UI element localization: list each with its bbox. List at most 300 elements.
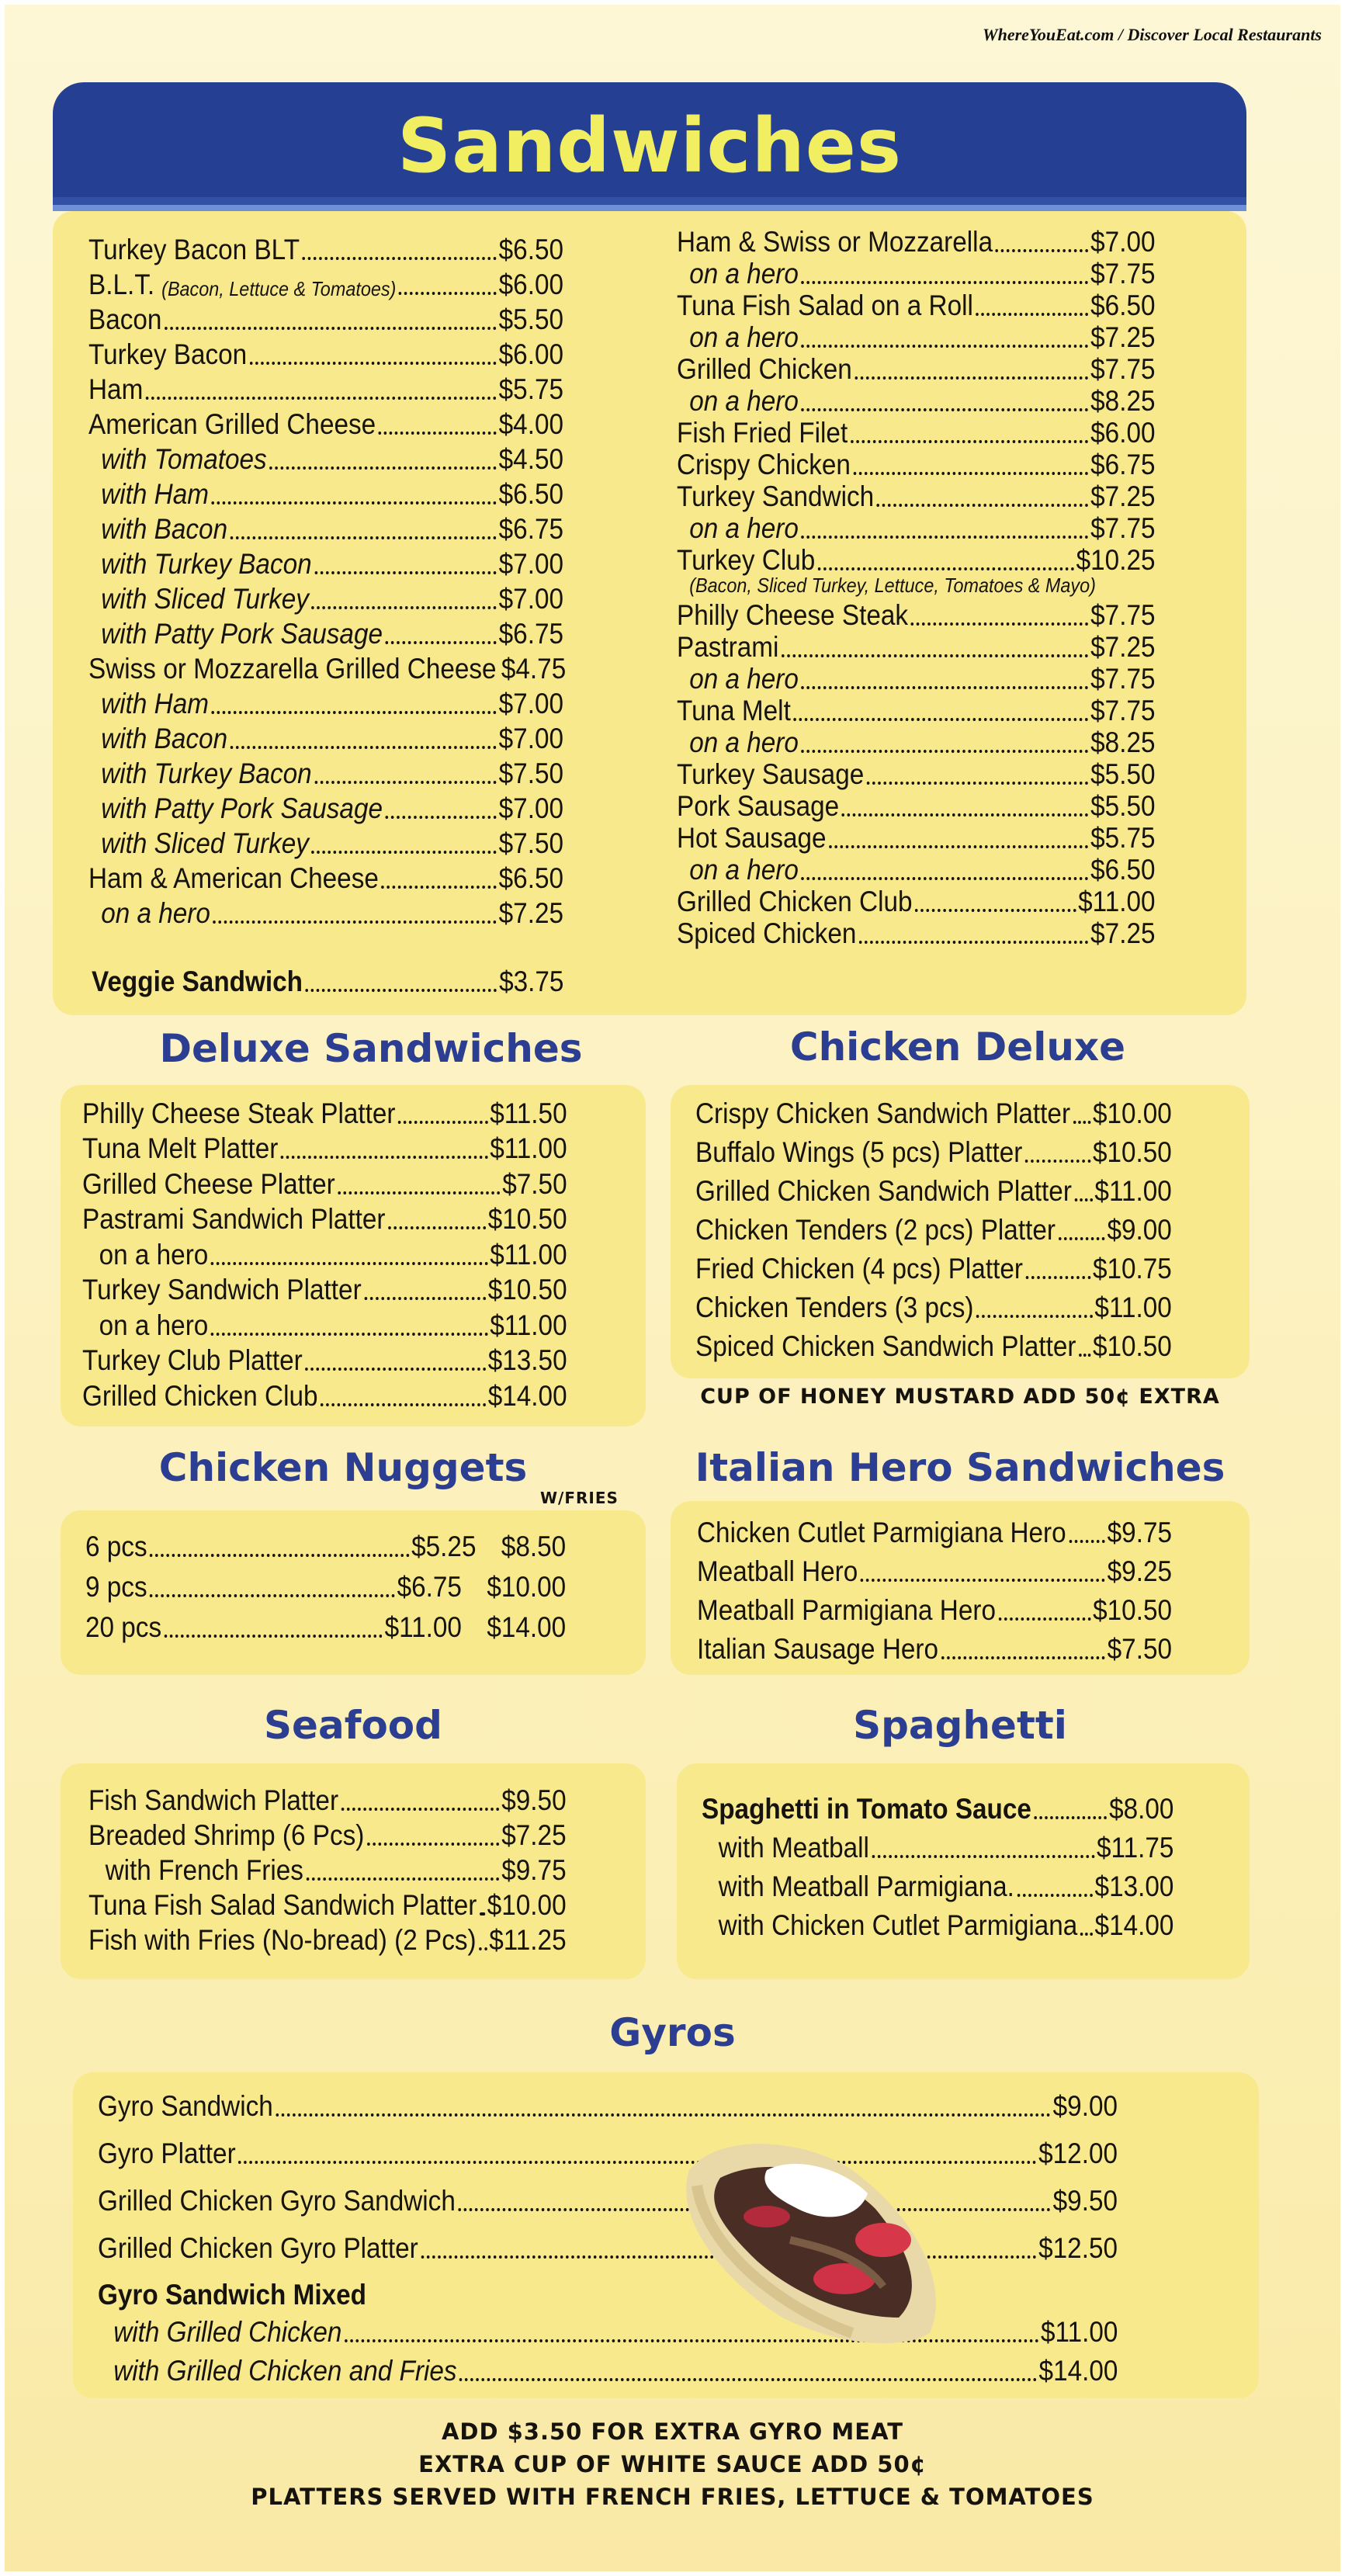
menu-item-row	[677, 258, 1156, 290]
leader-dots	[854, 376, 1088, 380]
menu-item-row	[677, 322, 1156, 354]
leader-dots	[1079, 1354, 1090, 1357]
leader-dots	[459, 2378, 1037, 2381]
leader-dots	[911, 622, 1089, 626]
menu-page	[5, 5, 1340, 2571]
leader-dots	[314, 571, 497, 574]
menu-item-row	[85, 1563, 566, 1603]
item-name: Gyro Platter	[98, 2137, 236, 2169]
item-name: Ham & American Cheese	[88, 862, 379, 894]
item-name: Hot Sausage	[677, 822, 827, 854]
leader-dots	[398, 1121, 487, 1124]
item-price-with-fries: $8.50	[501, 1531, 567, 1562]
item-name: with Grilled Chicken	[113, 2316, 342, 2348]
item-name: Italian Sausage Hero	[697, 1633, 939, 1665]
item-price: $4.75	[501, 653, 567, 685]
item-name: B.L.T.	[88, 269, 155, 300]
item-name: Grilled Chicken Gyro Sandwich	[98, 2185, 456, 2217]
item-name: with Ham	[101, 478, 209, 510]
leader-dots	[269, 466, 497, 470]
leader-dots	[367, 1843, 500, 1846]
item-price: $7.50	[498, 827, 563, 859]
item-name: Crispy Chicken Sandwich Platter	[695, 1097, 1071, 1129]
menu-item-row	[88, 371, 563, 406]
menu-item-row	[677, 386, 1156, 418]
item-price: $7.75	[1090, 695, 1156, 726]
leader-dots	[381, 886, 497, 889]
item-price: $11.50	[490, 1097, 567, 1129]
leader-dots	[976, 313, 1089, 316]
item-price: $9.75	[1107, 1517, 1172, 1548]
menu-item-row	[677, 664, 1156, 695]
item-name: Chicken Tenders (2 pcs) Platter	[695, 1214, 1056, 1246]
item-name: Grilled Chicken Gyro Platter	[98, 2232, 418, 2264]
item-price: $6.00	[498, 269, 563, 300]
item-name: Tuna Fish Salad Sandwich Platter	[88, 1889, 477, 1921]
item-price: $10.50	[1092, 1330, 1172, 1362]
item-name: with Bacon	[101, 513, 228, 545]
leader-dots	[802, 877, 1089, 880]
item-name: Chicken Cutlet Parmigiana Hero	[697, 1517, 1066, 1548]
leader-dots	[915, 909, 1076, 912]
menu-item-row	[695, 1169, 1172, 1208]
item-name: Ham	[88, 373, 144, 405]
item-price: $7.25	[498, 897, 563, 929]
italian-list	[697, 1510, 1225, 1666]
item-name: with Tomatoes	[101, 443, 267, 475]
item-price: $4.00	[498, 408, 563, 440]
nuggets-col-label: W/FRIES	[540, 1489, 619, 1507]
item-name: Fish with Fries (No-bread) (2 Pcs)	[88, 1924, 477, 1956]
item-price: $5.75	[498, 373, 563, 405]
leader-dots	[996, 249, 1089, 252]
item-name: Turkey Sandwich Platter	[82, 1274, 362, 1305]
item-price: $10.25	[1076, 544, 1156, 576]
leader-dots	[842, 813, 1089, 816]
item-name: Turkey Sandwich	[677, 480, 875, 512]
item-price: $9.50	[1052, 2185, 1118, 2217]
leader-dots	[399, 292, 497, 295]
item-name: Fish Fried Filet	[677, 417, 848, 449]
item-price: $9.75	[501, 1854, 567, 1886]
deluxe-title: Deluxe Sandwiches	[159, 1026, 583, 1071]
item-price: $6.50	[1090, 854, 1156, 886]
item-name: Pork Sausage	[677, 790, 840, 822]
italian-title: Italian Hero Sandwiches	[695, 1445, 1225, 1490]
item-name: with Turkey Bacon	[101, 548, 312, 580]
item-price: $12.50	[1038, 2232, 1118, 2264]
item-name: Veggie Sandwich	[92, 966, 303, 997]
item-name: on a hero	[689, 512, 799, 544]
item-price: $6.75	[1090, 449, 1156, 480]
item-name: Gyro Sandwich	[98, 2090, 273, 2122]
item-name: with Meatball	[718, 1832, 869, 1864]
item-name: on a hero	[689, 258, 799, 289]
nuggets-list	[85, 1523, 619, 1644]
item-price: $10.00	[1092, 1097, 1172, 1129]
item-name: Pastrami	[677, 631, 779, 663]
item-name: with Meatball Parmigiana.	[718, 1870, 1014, 1902]
item-name: with Patty Pork Sausage	[101, 792, 383, 824]
menu-item-row	[695, 1285, 1172, 1324]
menu-item-row	[695, 1208, 1172, 1246]
item-name: Spiced Chicken	[677, 917, 857, 949]
item-price-with-fries: $14.00	[487, 1611, 567, 1643]
menu-item-row	[88, 755, 563, 790]
item-name: Pastrami Sandwich Platter	[82, 1203, 386, 1235]
item-price: $10.50	[487, 1203, 567, 1235]
item-price: $4.50	[498, 443, 563, 475]
menu-item-row	[88, 406, 563, 441]
item-price: $9.50	[501, 1784, 567, 1816]
item-price: $7.00	[498, 792, 563, 824]
item-price: $10.50	[1092, 1136, 1172, 1168]
item-price: $11.00	[490, 1309, 567, 1341]
item-name: on a hero	[101, 897, 210, 929]
leader-dots	[146, 397, 497, 400]
menu-item-row	[88, 1852, 567, 1887]
item-price: $8.25	[1090, 385, 1156, 417]
item-name: with Grilled Chicken and Fries	[113, 2355, 457, 2387]
leader-dots	[250, 362, 497, 365]
menu-item-row	[677, 290, 1156, 322]
menu-item-row	[88, 511, 563, 546]
leader-dots	[1075, 1198, 1093, 1201]
leader-dots	[1059, 1237, 1105, 1240]
item-price: $6.00	[498, 338, 563, 370]
leader-dots	[802, 686, 1089, 689]
leader-dots	[867, 782, 1089, 785]
item-price: $6.50	[498, 862, 563, 894]
leader-dots	[1026, 1276, 1091, 1279]
menu-item-row	[677, 759, 1156, 791]
menu-item-row	[88, 615, 563, 650]
item-name: on a hero	[689, 663, 799, 695]
mixed-heading-text: Gyro Sandwich Mixed	[98, 2279, 367, 2311]
item-name: 6 pcs	[85, 1531, 147, 1562]
menu-item-row	[82, 1130, 567, 1166]
leader-dots	[782, 654, 1088, 657]
veggie-sandwich-row	[92, 962, 563, 998]
item-price: $11.00	[490, 1132, 567, 1164]
item-price: $5.50	[1090, 790, 1156, 822]
item-price: $6.50	[498, 478, 563, 510]
menu-item-row	[82, 1271, 567, 1307]
item-name: Buffalo Wings (5 pcs) Platter	[695, 1136, 1023, 1168]
sandwiches-right-list: Ham & Swiss or Mozzarella $7.00 on a hero $7.75 Tuna Fish Salad on a Roll $6.50 on a hero $7.25 Grilled Chicken $7.75 on a hero $8.25 Fish Fried Filet $6.00 Crispy Chicken $6.75 Turkey Sandwich $7.25 on a hero $7.75 Turkey Club $10.25 (Bacon, Sliced Turkey, Lettuce, Tomatoes & Mayo) Philly Cheese Steak $7.75 Pastrami $7.25 on a hero $7.75 Tuna Melt $7.75 on a hero $8.25 Turkey Sausage $5.50 Pork Sausage $5.50 Hot Sausage $5.75 on a hero $6.50 Grilled Chicken Club $11.00 Spiced Chicken $7.25	[677, 227, 1208, 950]
leader-dots	[1017, 1894, 1092, 1897]
item-name: Bacon	[88, 303, 162, 335]
item-name: Fish Sandwich Platter	[88, 1784, 339, 1816]
leader-dots	[941, 1656, 1105, 1659]
item-name: Spaghetti in Tomato Sauce	[702, 1793, 1031, 1825]
menu-item-row	[88, 476, 563, 511]
leader-dots	[321, 1403, 486, 1406]
item-name: with Sliced Turkey	[101, 827, 309, 859]
leader-dots	[851, 440, 1089, 443]
item-price: $7.50	[502, 1167, 567, 1200]
menu-item-row	[82, 1306, 567, 1342]
item-name: Grilled Chicken Club	[677, 886, 913, 917]
footer-line-3: PLATTERS SERVED WITH FRENCH FRIES, LETTUCE & TOMATOES	[251, 2484, 1094, 2510]
item-price: $11.00	[384, 1611, 462, 1643]
leader-dots	[859, 941, 1088, 944]
item-price: $11.00	[1041, 2316, 1118, 2348]
menu-item-row	[702, 1864, 1173, 1903]
menu-item-row	[677, 918, 1156, 950]
footer-line-2: EXTRA CUP OF WHITE SAUCE ADD 50¢	[418, 2451, 927, 2477]
menu-item-row	[82, 1342, 567, 1378]
menu-item-row	[88, 895, 563, 930]
item-name: with Turkey Bacon	[101, 758, 312, 789]
item-name: 20 pcs	[85, 1611, 162, 1643]
menu-item-row	[702, 1787, 1173, 1825]
leader-dots	[212, 711, 497, 714]
item-price: $5.50	[1090, 758, 1156, 790]
item-price: $5.25	[411, 1531, 477, 1562]
menu-item-row	[82, 1201, 567, 1236]
item-price: $14.00	[1038, 2355, 1118, 2387]
item-price: $7.00	[498, 723, 563, 754]
item-price: $7.50	[498, 758, 563, 789]
leader-dots	[388, 1226, 486, 1229]
leader-dots	[802, 281, 1089, 284]
leader-dots	[480, 1912, 485, 1916]
menu-item-row	[88, 546, 563, 581]
item-price: $6.75	[397, 1571, 462, 1603]
item-name: 9 pcs	[85, 1571, 147, 1603]
item-name: Spiced Chicken Sandwich Platter	[695, 1330, 1076, 1362]
item-price: $11.00	[1094, 1291, 1172, 1323]
menu-item-row	[702, 1903, 1173, 1942]
leader-dots	[364, 1297, 486, 1300]
menu-item-row	[697, 1627, 1172, 1666]
item-price: $6.75	[498, 618, 563, 650]
deluxe-list	[82, 1094, 621, 1413]
leader-dots	[1073, 1121, 1091, 1124]
item-price: $11.00	[1094, 1175, 1172, 1207]
item-name: Breaded Shrimp (6 Pcs)	[88, 1819, 365, 1851]
leader-dots	[1080, 1933, 1093, 1936]
item-price: $6.50	[498, 234, 563, 265]
sandwiches-banner	[53, 82, 1246, 211]
menu-item-row	[677, 632, 1156, 664]
item-name: on a hero	[689, 385, 799, 417]
leader-dots	[306, 989, 497, 992]
leader-dots	[303, 257, 497, 260]
gyro-mixed-heading	[98, 2274, 366, 2311]
item-name: Grilled Chicken Sandwich Platter	[695, 1175, 1072, 1207]
nuggets-title: Chicken Nuggets	[158, 1445, 528, 1490]
item-price: $6.75	[498, 513, 563, 545]
leader-dots	[818, 567, 1074, 570]
item-price: $7.50	[1107, 1633, 1172, 1665]
leader-dots	[1035, 1816, 1108, 1819]
item-price: $11.00	[490, 1238, 567, 1271]
leader-dots	[212, 501, 497, 504]
leader-dots	[165, 327, 497, 330]
menu-item-row	[85, 1603, 566, 1644]
leader-dots	[854, 472, 1089, 475]
item-price: $7.75	[1090, 599, 1156, 631]
leader-dots	[1025, 1160, 1090, 1163]
leader-dots	[314, 781, 497, 784]
item-name: Grilled Cheese Platter	[82, 1167, 335, 1200]
item-price: $7.00	[498, 688, 563, 719]
menu-item-row	[677, 513, 1156, 545]
gyros-list	[98, 2075, 1231, 2265]
menu-item-row	[101, 2349, 1118, 2387]
item-price: $13.50	[487, 1344, 567, 1376]
item-price-with-fries: $10.00	[487, 1571, 567, 1603]
item-name: on a hero	[689, 726, 799, 758]
menu-item-row	[88, 720, 563, 755]
item-name: Grilled Chicken	[677, 353, 852, 385]
item-price: $7.00	[1090, 226, 1156, 258]
item-price: $7.00	[498, 548, 563, 580]
leader-dots	[379, 432, 497, 435]
item-name: on a hero	[689, 854, 799, 886]
menu-item-row	[88, 301, 563, 336]
item-name: Tuna Melt	[677, 695, 791, 726]
item-name: Turkey Club Platter	[82, 1344, 303, 1376]
leader-dots	[1069, 1540, 1105, 1543]
menu-item-row	[82, 1236, 567, 1271]
menu-item-row	[695, 1324, 1172, 1363]
item-name: Swiss or Mozzarella Grilled Cheese	[88, 653, 497, 685]
item-price: $10.00	[487, 1889, 567, 1921]
item-price: $5.75	[1090, 822, 1156, 854]
item-name: on a hero	[99, 1238, 209, 1271]
menu-item-row	[88, 790, 563, 825]
menu-item-row	[697, 1588, 1172, 1627]
item-price: $7.75	[1090, 353, 1156, 385]
leader-dots	[829, 845, 1088, 848]
leader-dots	[312, 851, 497, 854]
leader-dots	[213, 920, 497, 924]
item-name: on a hero	[689, 321, 799, 353]
menu-item-row	[677, 354, 1156, 386]
menu-item-row	[88, 231, 563, 266]
item-name: Meatball Hero	[697, 1555, 858, 1587]
leader-dots	[312, 606, 497, 609]
menu-item-row	[88, 336, 563, 371]
leader-dots	[877, 504, 1089, 507]
item-name: Meatball Parmigiana Hero	[697, 1594, 996, 1626]
leader-dots	[305, 1368, 486, 1371]
menu-item-row	[677, 481, 1156, 513]
leader-dots	[231, 536, 497, 539]
leader-dots	[802, 536, 1089, 539]
menu-item-row	[677, 449, 1156, 481]
menu-item-row	[677, 823, 1156, 855]
item-name: Philly Cheese Steak	[677, 599, 909, 631]
item-price: $13.00	[1094, 1870, 1174, 1902]
menu-item-row	[677, 418, 1156, 449]
menu-item-row	[695, 1130, 1172, 1169]
item-price: $7.25	[501, 1819, 567, 1851]
leader-dots	[338, 1191, 500, 1194]
item-name: Philly Cheese Steak Platter	[82, 1097, 396, 1129]
seafood-list	[88, 1782, 619, 1957]
leader-dots	[276, 2113, 1051, 2117]
menu-item-row	[88, 266, 563, 301]
item-name: Crispy Chicken	[677, 449, 851, 480]
gyro-sandwich-image	[674, 2124, 969, 2349]
menu-item-row	[677, 727, 1156, 759]
item-price: $7.75	[1090, 512, 1156, 544]
spaghetti-list	[702, 1787, 1226, 1942]
item-price: $7.25	[1090, 321, 1156, 353]
item-price: $9.00	[1107, 1214, 1172, 1246]
menu-item-row	[82, 1165, 567, 1201]
item-name: on a hero	[99, 1309, 209, 1341]
menu-item-row	[88, 1887, 567, 1922]
menu-item-row	[88, 1922, 567, 1957]
item-price: $14.00	[487, 1379, 567, 1412]
menu-item-row	[677, 600, 1156, 632]
leader-dots	[479, 1947, 487, 1950]
item-name: with French Fries	[105, 1854, 303, 1886]
item-price: $9.25	[1107, 1555, 1172, 1587]
spaghetti-title: Spaghetti	[853, 1703, 1067, 1748]
item-name: Grilled Chicken Club	[82, 1379, 318, 1412]
item-name: Ham & Swiss or Mozzarella	[677, 226, 993, 258]
footer-line-1: ADD $3.50 FOR EXTRA GYRO MEAT	[441, 2418, 904, 2445]
item-price: $7.75	[1090, 258, 1156, 289]
item-price: $6.00	[1090, 417, 1156, 449]
item-price: $10.75	[1092, 1253, 1172, 1285]
leader-dots	[802, 408, 1089, 411]
menu-item-row	[677, 545, 1156, 577]
chicken-deluxe-list	[695, 1091, 1225, 1363]
item-price: $14.00	[1094, 1909, 1174, 1941]
leader-dots	[211, 1333, 488, 1336]
leader-dots	[976, 1315, 1093, 1318]
menu-item-row	[702, 1825, 1173, 1864]
menu-item-row	[88, 581, 563, 615]
menu-item-row	[695, 1091, 1172, 1130]
leader-dots	[802, 345, 1089, 348]
item-name: Tuna Fish Salad on a Roll	[677, 289, 973, 321]
item-price: $8.25	[1090, 726, 1156, 758]
menu-item-row	[677, 695, 1156, 727]
menu-item-row	[88, 685, 563, 720]
leader-dots	[150, 1594, 395, 1597]
item-price: $12.00	[1038, 2137, 1118, 2169]
item-price: $11.25	[489, 1924, 567, 1956]
item-price: $8.00	[1109, 1793, 1174, 1825]
menu-item-row	[695, 1246, 1172, 1285]
item-price: $10.50	[1093, 1594, 1172, 1626]
item-price: $7.25	[1090, 631, 1156, 663]
leader-dots	[793, 718, 1088, 721]
gyros-title: Gyros	[609, 2010, 736, 2055]
menu-item-row	[697, 1549, 1172, 1588]
item-name: Turkey Club	[677, 544, 816, 576]
leader-dots	[999, 1617, 1091, 1621]
chicken-deluxe-title: Chicken Deluxe	[789, 1025, 1126, 1070]
banner-title: Sandwiches	[397, 102, 903, 189]
leader-dots	[872, 1855, 1095, 1858]
menu-item-row	[88, 825, 563, 860]
item-name: Turkey Sausage	[677, 758, 865, 790]
leader-dots	[307, 1877, 500, 1881]
item-price: $5.50	[498, 303, 563, 335]
item-price: $3.75	[499, 966, 564, 997]
menu-item-row	[88, 1782, 567, 1817]
menu-item-row	[677, 855, 1156, 886]
